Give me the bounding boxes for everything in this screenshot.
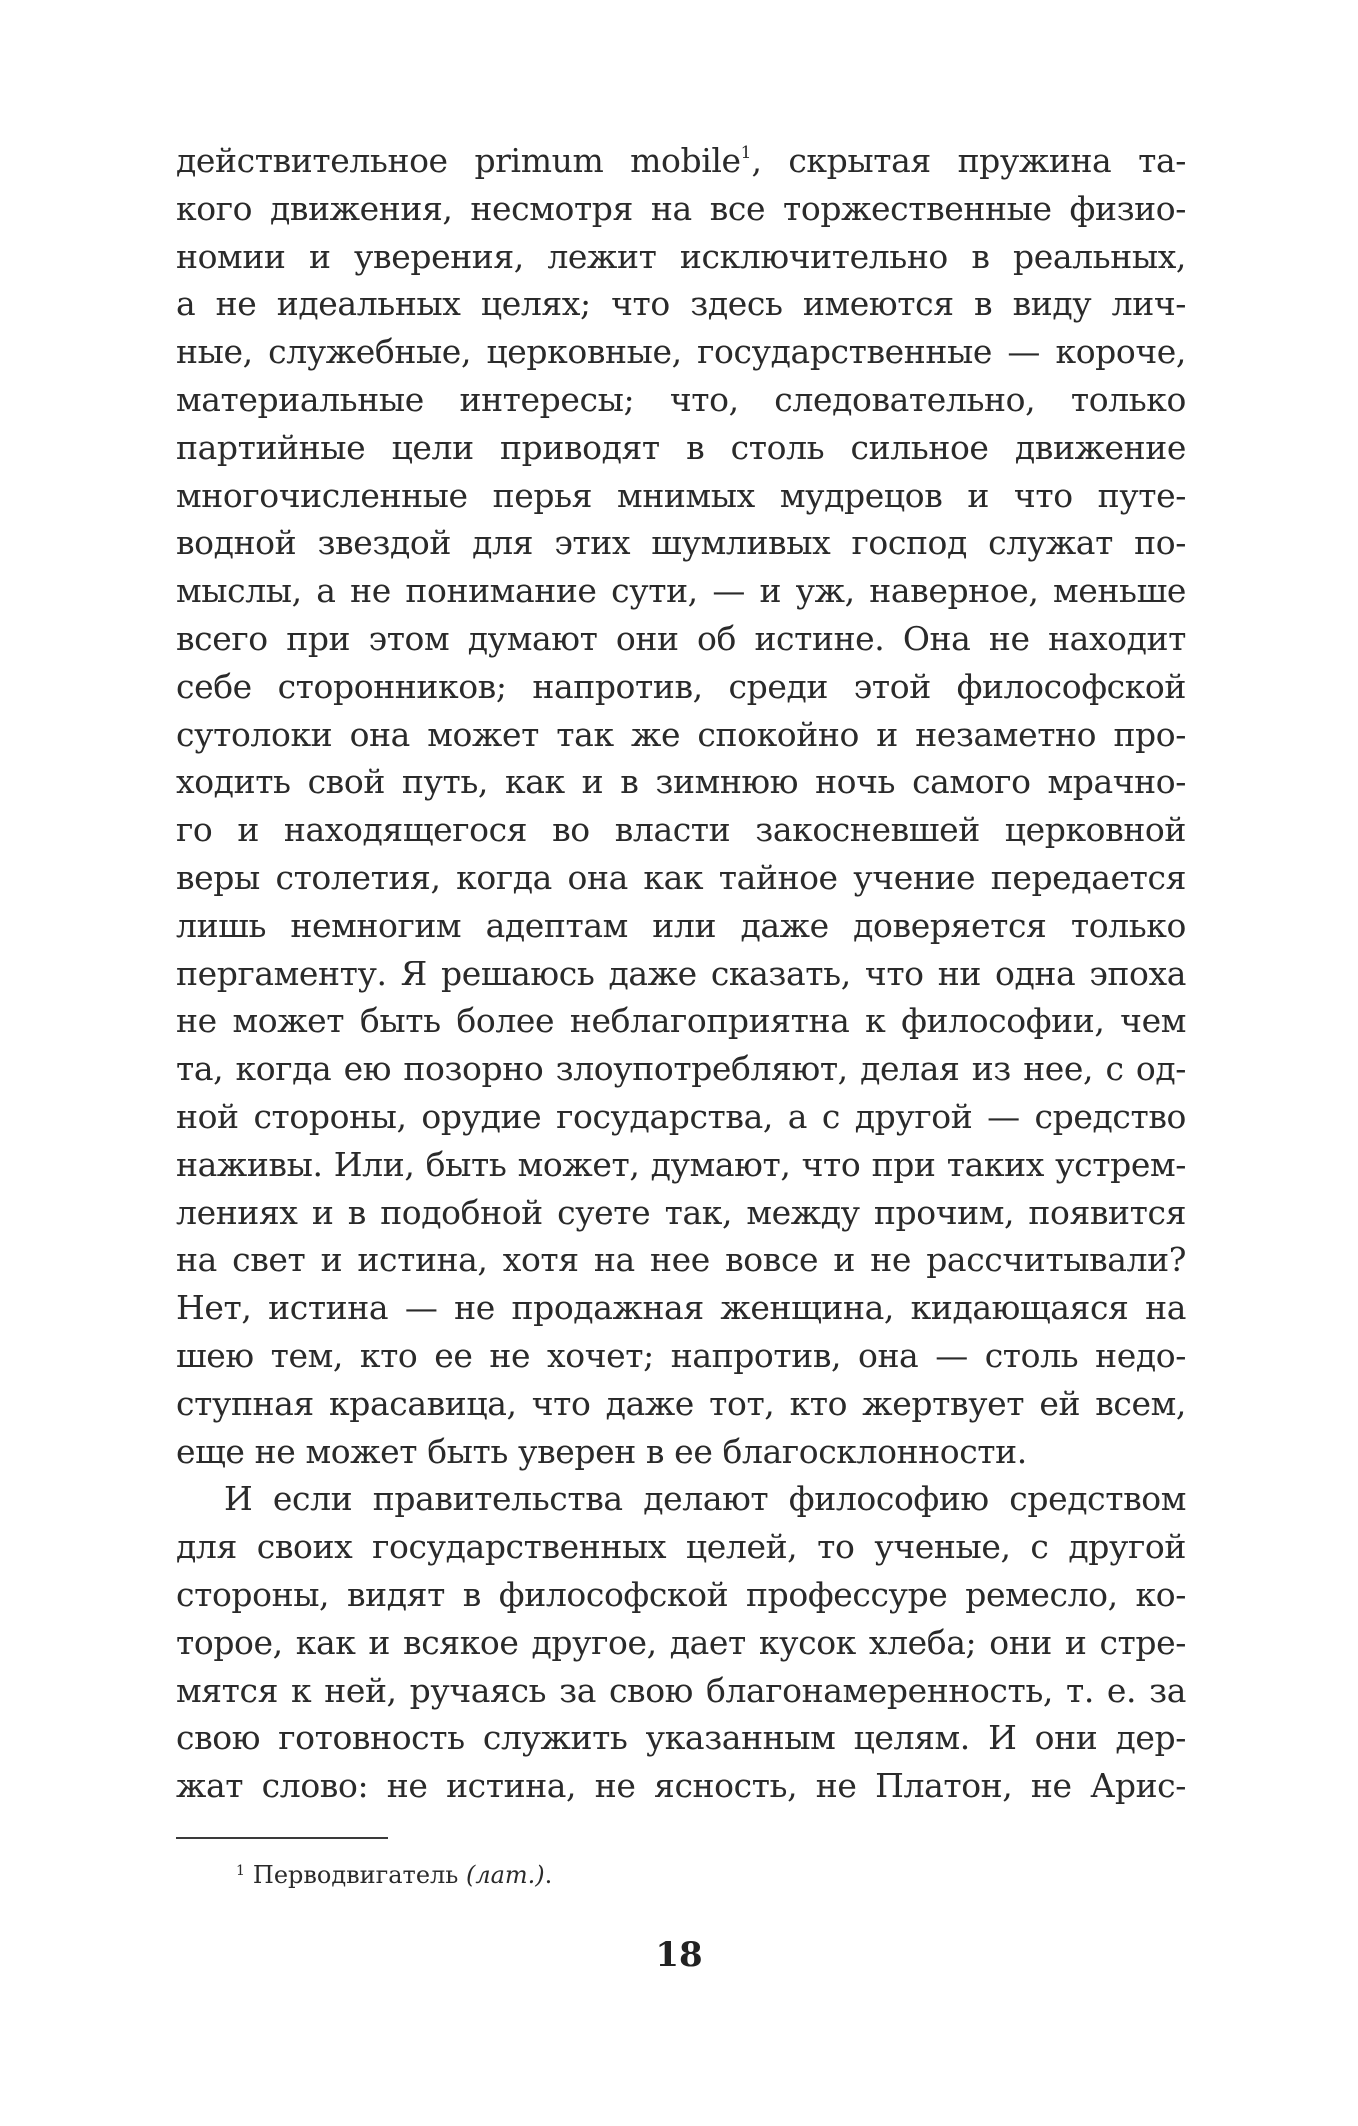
text-line-13: сутолоки она может так же спокойно и незаметно про- — [176, 714, 1186, 754]
text-line-4: а не идеальных целях; что здесь имеются в виду лич- — [176, 284, 1186, 324]
text-line-14: ходить свой путь, как и в зимнюю ночь самого мрачно- — [176, 762, 1186, 802]
footnote-language-note: (лат.) — [465, 1861, 545, 1889]
text-line-3: номии и уверения, лежит исключительно в реальных, — [176, 236, 1186, 276]
text-line-18: пергаменту. Я решаюсь даже сказать, что ни одна эпоха — [176, 953, 1186, 993]
footnote-end: . — [544, 1861, 553, 1889]
text-line-5: ные, служебные, церковные, государственные — короче, — [176, 332, 1186, 372]
text-line-7: партийные цели приводят в столь сильное движение — [176, 427, 1186, 467]
text-line-27: ступная красавица, что даже тот, кто жертвует ей всем, — [176, 1383, 1186, 1423]
text-line-1 — [176, 137, 1186, 185]
footnote — [236, 1858, 552, 1892]
text-line-10: мыслы, а не понимание сути, — и уж, наверное, меньше — [176, 571, 1186, 611]
text-line-32: торое, как и всякое другое, дает кусок хлеба; они и стре- — [176, 1622, 1186, 1662]
text-line-21: ной стороны, орудие государства, а с другой — средство — [176, 1096, 1186, 1136]
text-line-35: жат слово: не истина, не ясность, не Платон, не Арис- — [176, 1766, 1186, 1806]
text-line-24: на свет и истина, хотя на нее вовсе и не рассчитывали? — [176, 1240, 1186, 1280]
text-line-1-end: , скрытая пружина та- — [751, 141, 1186, 180]
text-line-30: для своих государственных целей, то ученые, с другой — [176, 1527, 1186, 1567]
text-line-34: свою готовность служить указанным целям. И они дер- — [176, 1718, 1186, 1758]
text-line-9: водной звездой для этих шумливых господ служат по- — [176, 523, 1186, 563]
text-line-22: наживы. Или, быть может, думают, что при таких устрем- — [176, 1144, 1186, 1184]
text-line-25: Нет, истина — не продажная женщина, кидающаяся на — [176, 1288, 1186, 1328]
footnote-reference: 1 — [740, 143, 752, 163]
text-line-17: лишь немногим адептам или даже доверяется только — [176, 905, 1186, 945]
text-line-8: многочисленные перья мнимых мудрецов и что путе- — [176, 475, 1186, 515]
text-line-28: еще не может быть уверен в ее благосклонности. — [176, 1431, 1027, 1471]
main-text — [176, 137, 1186, 1810]
footnote-marker: 1 — [236, 1863, 245, 1879]
text-line-2: кого движения, несмотря на все торжественные физио- — [176, 188, 1186, 228]
footnote-text: Перводвигатель — [252, 1861, 466, 1889]
text-line-6: материальные интересы; что, следовательно, только — [176, 379, 1186, 419]
text-line-16: веры столетия, когда она как тайное учение передается — [176, 857, 1186, 897]
text-line-26: шею тем, кто ее не хочет; напротив, она — столь недо- — [176, 1335, 1186, 1375]
text-line-29: И если правительства делают философию средством — [224, 1479, 1186, 1519]
text-line-31: стороны, видят в философской профессуре ремесло, ко- — [176, 1574, 1186, 1614]
text-line-20: та, когда ею позорно злоупотребляют, делая из нее, с од- — [176, 1049, 1186, 1089]
text-line-15: го и находящегося во власти закосневшей церковной — [176, 810, 1186, 850]
text-line-33: мятся к ней, ручаясь за свою благонамеренность, т. е. за — [176, 1670, 1186, 1710]
text-line-19: не может быть более неблагоприятна к философии, чем — [176, 1001, 1186, 1041]
text-line-23: лениях и в подобной суете так, между прочим, появится — [176, 1192, 1186, 1232]
text-line-1-start: действительное primum mobile — [176, 141, 741, 180]
text-line-12: себе сторонников; напротив, среди этой философской — [176, 666, 1186, 706]
text-line-11: всего при этом думают они об истине. Она не находит — [176, 618, 1186, 658]
page-number: 18 — [655, 1935, 703, 1975]
footnote-divider — [176, 1837, 388, 1839]
